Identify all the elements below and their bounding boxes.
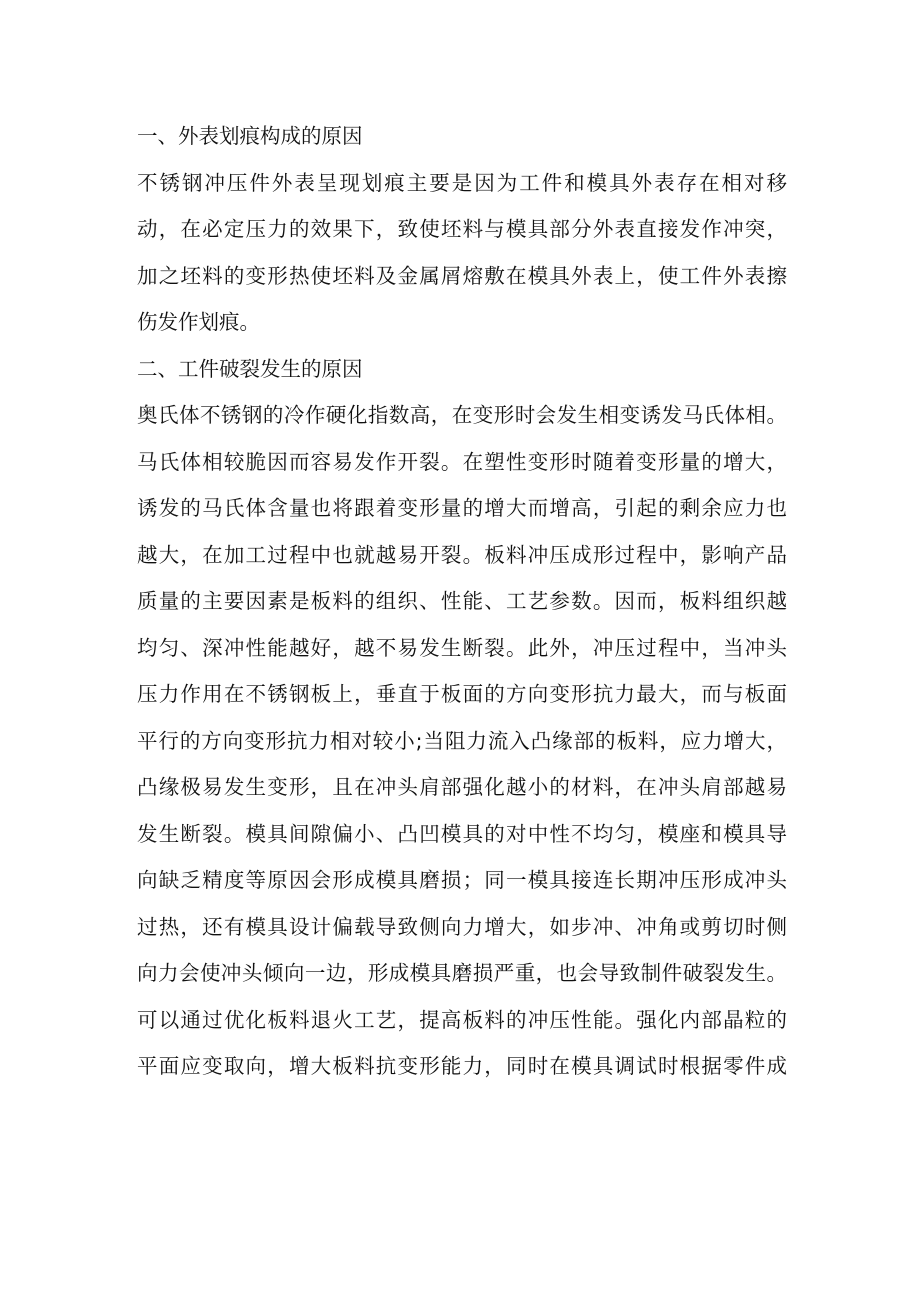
section-heading-scratch-causes: 一、外表划痕构成的原因 bbox=[137, 124, 363, 148]
paragraph-line: 凸缘极易发生变形，且在冲头肩部强化越小的材料，在冲头肩部越易 bbox=[137, 775, 787, 799]
paragraph-line: 可以通过优化板料退火工艺，提高板料的冲压性能。强化内部晶粒的 bbox=[137, 1007, 787, 1032]
paragraph-line: 不锈钢冲压件外表呈现划痕主要是因为工件和模具外表存在相对移 bbox=[137, 170, 787, 195]
paragraph-line: 质量的主要因素是板料的组织、性能、工艺参数。因而，板料组织越 bbox=[137, 589, 787, 613]
paragraph-line: 压力作用在不锈钢板上，垂直于板面的方向变形抗力最大，而与板面 bbox=[137, 682, 787, 706]
paragraph-line: 向力会使冲头倾向一边，形成模具磨损严重，也会导致制件破裂发生。 bbox=[137, 961, 787, 985]
paragraph-line: 均匀、深冲性能越好，越不易发生断裂。此外，冲压过程中，当冲头 bbox=[137, 635, 787, 660]
paragraph-line: 平面应变取向，增大板料抗变形能力，同时在模具调试时根据零件成 bbox=[137, 1054, 787, 1078]
paragraph-line: 平行的方向变形抗力相对较小;当阻力流入凸缘部的板料，应力增大， bbox=[137, 728, 787, 753]
paragraph-line: 动，在必定压力的效果下，致使坯料与模具部分外表直接发作冲突， bbox=[137, 217, 787, 241]
paragraph-line: 向缺乏精度等原因会形成模具磨损；同一模具接连长期冲压形成冲头 bbox=[137, 868, 787, 892]
paragraph-line: 过热，还有模具设计偏载导致侧向力增大，如步冲、冲角或剪切时侧 bbox=[137, 914, 787, 939]
paragraph-line: 发生断裂。模具间隙偏小、凸凹模具的对中性不均匀，模座和模具导 bbox=[137, 821, 787, 846]
section-heading-crack-causes: 二、工件破裂发生的原因 bbox=[137, 356, 363, 381]
paragraph-line: 诱发的马氏体含量也将跟着变形量的增大而增高，引起的剩余应力也 bbox=[137, 496, 787, 520]
paragraph-line: 奥氏体不锈钢的冷作硬化指数高，在变形时会发生相变诱发马氏体相。 bbox=[137, 403, 787, 427]
paragraph-line: 马氏体相较脆因而容易发作开裂。在塑性变形时随着变形量的增大， bbox=[137, 449, 787, 474]
paragraph-line: 越大，在加工过程中也就越易开裂。板料冲压成形过程中，影响产品 bbox=[137, 542, 787, 567]
paragraph-line: 伤发作划痕。 bbox=[137, 310, 260, 334]
document-body bbox=[137, 113, 787, 1090]
paragraph-line: 加之坯料的变形热使坯料及金属屑熔敷在模具外表上，使工件外表擦 bbox=[137, 263, 787, 288]
